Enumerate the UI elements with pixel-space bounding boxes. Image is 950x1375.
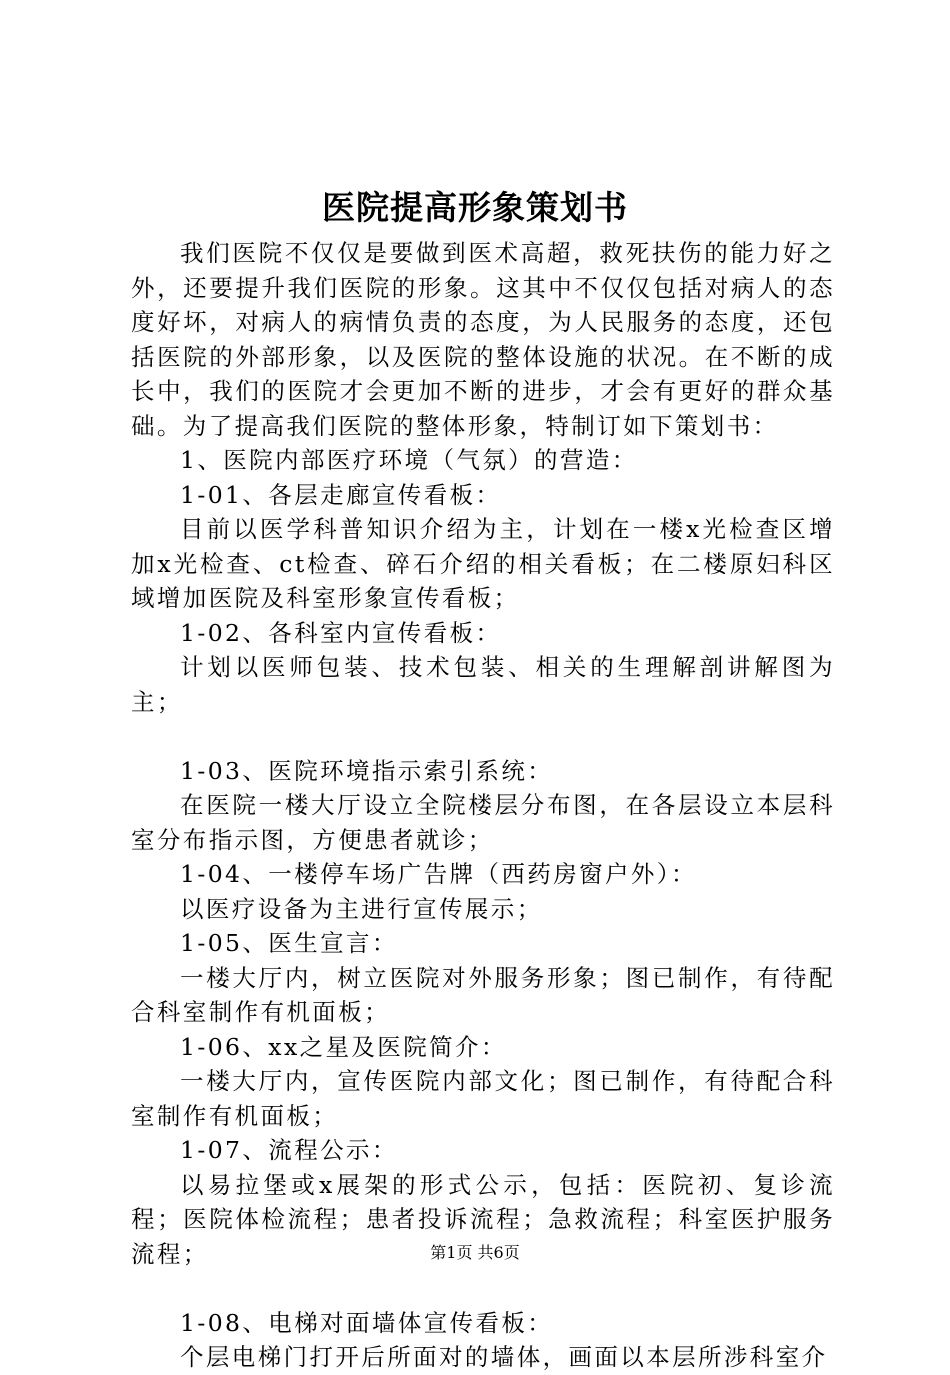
blank-line <box>131 1271 835 1306</box>
item-text: 个层电梯门打开后所面对的墙体，画面以本层所涉科室介 <box>180 1343 828 1371</box>
item-heading: 1-07、流程公示： <box>180 1136 398 1164</box>
item-heading: 1-06、xx之星及医院简介： <box>180 1032 507 1061</box>
item-heading: 1-02、各科室内宣传看板： <box>180 618 502 647</box>
item-text: 在医院一楼大厅设立全院楼层分布图，在各层设立本层科室分布指示图，方便患者就诊； <box>131 791 835 854</box>
item-text: 一楼大厅内，宣传医院内部文化；图已制作，有待配合科室制作有机面板； <box>131 1067 835 1130</box>
document-title: 医院提高形象策划书 <box>322 188 628 227</box>
item-heading: 1-05、医生宣言： <box>180 929 398 957</box>
item-heading: 1-08、电梯对面墙体宣传看板： <box>180 1308 554 1337</box>
item-text: 计划以医师包装、技术包装、相关的生理解剖讲解图为主； <box>131 653 835 716</box>
page-number: 第1页 共6页 <box>430 1243 520 1262</box>
item-text: 目前以医学科普知识介绍为主，计划在一楼x光检查区增加x光检查、ct检查、碎石介绍的相关看板；在二楼原妇科区域增加医院及科室形象宣传看板； <box>131 515 835 612</box>
item-text: 一楼大厅内，树立医院对外服务形象；图已制作，有待配合科室制作有机面板； <box>131 963 835 1026</box>
item-heading: 1-03、医院环境指示索引系统： <box>180 756 554 785</box>
item-text: 以易拉堡或x展架的形式公示，包括：医院初、复诊流程；医院体检流程；患者投诉流程；急救流程；科室医护服务流程； <box>131 1170 835 1268</box>
item-heading: 1-04、一楼停车场广告牌（西药房窗户外）： <box>180 860 697 888</box>
document-body <box>131 236 835 1375</box>
section-heading: 1、医院内部医疗环境（气氛）的营造： <box>180 446 638 474</box>
item-text: 以医疗设备为主进行宣传展示； <box>180 894 543 923</box>
intro-paragraph: 我们医院不仅仅是要做到医术高超，救死扶伤的能力好之外，还要提升我们医院的形象。这其中不仅仅包括对病人的态度好坏，对病人的病情负责的态度，为人民服务的态度，还包括医院的外部形象，以及医院的整体设施的状况。在不断的成长中，我们的医院才会更加不断的进步，才会有更好的群众基础。为了提高我们医院的整体形象，特制订如下策划书： <box>131 239 835 440</box>
item-heading: 1-01、各层走廊宣传看板： <box>180 480 502 509</box>
blank-line <box>131 719 835 754</box>
